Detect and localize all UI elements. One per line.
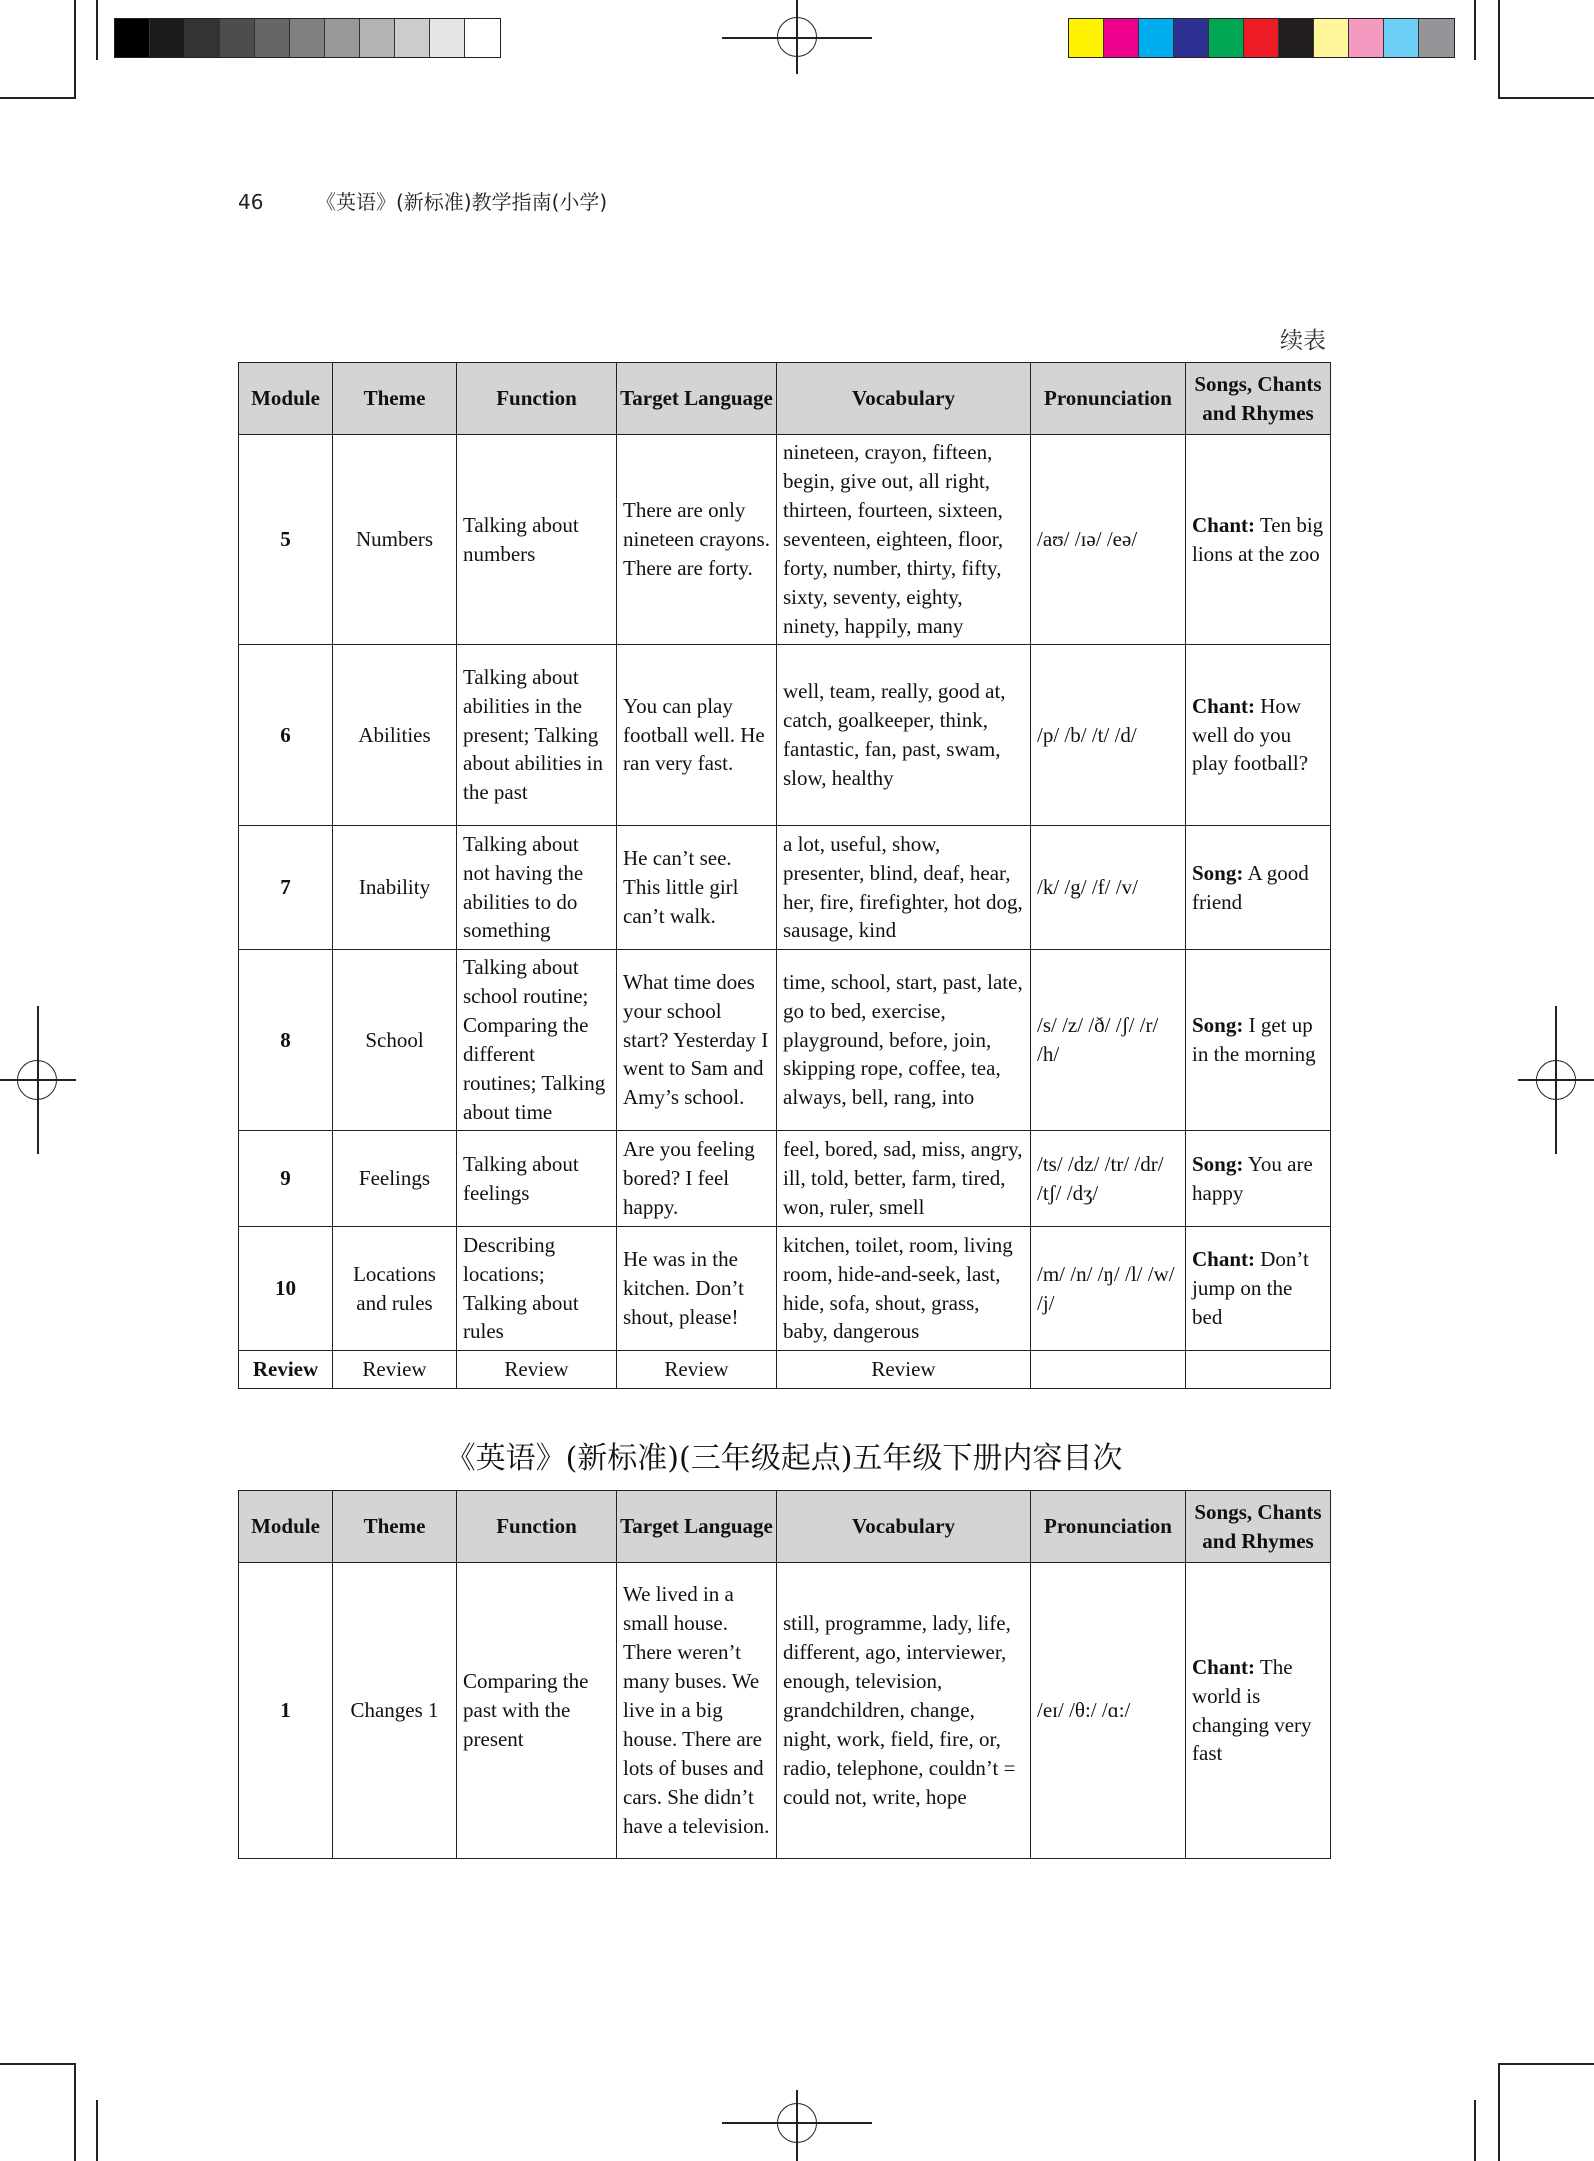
pronunciation-cell: /m/ /n/ /ŋ/ /l/ /w/ /j/ [1031, 1227, 1186, 1351]
song-cell [1186, 1227, 1331, 1351]
song-type: Chant: [1192, 1654, 1256, 1679]
module-number: 8 [239, 950, 333, 1131]
color-swatch [465, 19, 500, 57]
target-language-cell: What time does your school start? Yesterday I went to Sam and Amy’s school. [617, 950, 777, 1131]
theme-cell: Changes 1 [333, 1563, 457, 1859]
column-header: Theme [333, 363, 457, 435]
song-title: I get up in the morning [1192, 1013, 1316, 1066]
song-type: Song: [1192, 860, 1244, 885]
song-type: Chant: [1192, 512, 1256, 537]
column-header: Songs, Chants and Rhymes [1186, 363, 1331, 435]
song-type: Song: [1192, 1013, 1244, 1038]
color-swatch [325, 19, 360, 57]
target-language-cell: Are you feeling bored? I feel happy. [617, 1131, 777, 1227]
color-swatch [1244, 19, 1279, 57]
module-number: 6 [239, 645, 333, 826]
color-swatch [185, 19, 220, 57]
vocabulary-cell: kitchen, toilet, room, living room, hide-and-seek, last, hide, sofa, shout, grass, baby, dangerous [777, 1227, 1031, 1351]
function-cell: Review [457, 1351, 617, 1389]
module-number: Review [239, 1351, 333, 1389]
pronunciation-cell: /ts/ /dz/ /tr/ /dr/ /tʃ/ /dʒ/ [1031, 1131, 1186, 1227]
function-cell: Talking about abilities in the present; Talking about abilities in the past [457, 645, 617, 826]
color-swatch [430, 19, 465, 57]
song-cell [1186, 1563, 1331, 1859]
color-swatch [150, 19, 185, 57]
theme-cell: School [333, 950, 457, 1131]
vocabulary-cell: still, programme, lady, life, different, ago, interviewer, enough, television, grandchildren, change, night, work, field, fire, or, radio, telephone, couldn’t = could not, write, hope [777, 1563, 1031, 1859]
function-cell: Comparing the past with the present [457, 1563, 617, 1859]
theme-cell: Inability [333, 826, 457, 950]
function-cell: Talking about not having the abilities to do something [457, 826, 617, 950]
song-type: Chant: [1192, 693, 1256, 718]
song-cell [1186, 1351, 1331, 1389]
column-header: Pronunciation [1031, 1491, 1186, 1563]
cmyk-color-bar [1068, 18, 1455, 58]
book-title: 《英语》(新标准)教学指南(小学) [316, 190, 608, 214]
song-type: Chant: [1192, 1247, 1256, 1272]
theme-cell: Review [333, 1351, 457, 1389]
contents-table-grade5-book2 [238, 1490, 1331, 1859]
color-swatch [395, 19, 430, 57]
vocabulary-cell: Review [777, 1351, 1031, 1389]
table-header-row [239, 1491, 1331, 1563]
table-row [239, 645, 1331, 826]
column-header: Target Language [617, 363, 777, 435]
vocabulary-cell: time, school, start, past, late, go to bed, exercise, playground, before, join, skipping rope, coffee, tea, always, bell, rang, into [777, 950, 1031, 1131]
color-swatch [1349, 19, 1384, 57]
color-swatch [1069, 19, 1104, 57]
table-row [239, 1131, 1331, 1227]
color-swatch [360, 19, 395, 57]
color-swatch [1419, 19, 1454, 57]
pronunciation-cell: /eɪ/ /θ:/ /ɑ:/ [1031, 1563, 1186, 1859]
target-language-cell: There are only nineteen crayons. There are forty. [617, 435, 777, 645]
song-cell [1186, 1131, 1331, 1227]
song-title: The world is changing very fast [1192, 1654, 1312, 1766]
target-language-cell: He was in the kitchen. Don’t shout, please! [617, 1227, 777, 1351]
column-header: Target Language [617, 1491, 777, 1563]
theme-cell: Abilities [333, 645, 457, 826]
column-header: Theme [333, 1491, 457, 1563]
column-header: Module [239, 363, 333, 435]
contents-table-continued [238, 362, 1331, 1389]
vocabulary-cell: a lot, useful, show, presenter, blind, deaf, hear, her, fire, firefighter, hot dog, sausage, kind [777, 826, 1031, 950]
vocabulary-cell: nineteen, crayon, fifteen, begin, give out, all right, thirteen, fourteen, sixteen, seventeen, eighteen, floor, forty, number, thirty, fifty, sixty, seventy, eighty, ninety, happily, many [777, 435, 1031, 645]
table-row [239, 1563, 1331, 1859]
color-swatch [1384, 19, 1419, 57]
grayscale-color-bar [114, 18, 501, 58]
pronunciation-cell: /k/ /g/ /f/ /v/ [1031, 826, 1186, 950]
color-swatch [220, 19, 255, 57]
module-number: 7 [239, 826, 333, 950]
table-row [239, 826, 1331, 950]
function-cell: Talking about numbers [457, 435, 617, 645]
theme-cell: Locations and rules [333, 1227, 457, 1351]
song-cell [1186, 645, 1331, 826]
color-swatch [1139, 19, 1174, 57]
song-cell [1186, 950, 1331, 1131]
color-swatch [1279, 19, 1314, 57]
song-cell [1186, 435, 1331, 645]
color-swatch [1209, 19, 1244, 57]
running-header [238, 186, 607, 215]
song-title: You are happy [1192, 1151, 1313, 1205]
module-number: 9 [239, 1131, 333, 1227]
table-header-row [239, 363, 1331, 435]
target-language-cell: He can’t see. This little girl can’t walk. [617, 826, 777, 950]
song-title: Don’t jump on the bed [1192, 1247, 1309, 1329]
table-row [239, 950, 1331, 1131]
pronunciation-cell [1031, 1351, 1186, 1389]
color-swatch [1104, 19, 1139, 57]
pronunciation-cell: /p/ /b/ /t/ /d/ [1031, 645, 1186, 826]
table-row [239, 1227, 1331, 1351]
column-header: Songs, Chants and Rhymes [1186, 1491, 1331, 1563]
color-swatch [255, 19, 290, 57]
theme-cell: Feelings [333, 1131, 457, 1227]
function-cell: Describing locations; Talking about rules [457, 1227, 617, 1351]
continued-label: 续表 [1280, 328, 1326, 354]
target-language-cell: We lived in a small house. There weren’t many buses. We live in a big house. There are lots of buses and cars. She didn’t have a television. [617, 1563, 777, 1859]
module-number: 1 [239, 1563, 333, 1859]
target-language-cell: You can play football well. He ran very fast. [617, 645, 777, 826]
color-swatch [290, 19, 325, 57]
table-row [239, 435, 1331, 645]
song-type: Song: [1192, 1151, 1244, 1176]
section-title: 《英语》(新标准)(三年级起点)五年级下册内容目次 [445, 1441, 1123, 1476]
vocabulary-cell: feel, bored, sad, miss, angry, ill, told, better, farm, tired, won, ruler, smell [777, 1131, 1031, 1227]
column-header: Function [457, 363, 617, 435]
column-header: Function [457, 1491, 617, 1563]
color-swatch [115, 19, 150, 57]
color-swatch [1174, 19, 1209, 57]
pronunciation-cell: /aʊ/ /ɪə/ /eə/ [1031, 435, 1186, 645]
song-title: Ten big lions at the zoo [1192, 512, 1324, 566]
vocabulary-cell: well, team, really, good at, catch, goalkeeper, think, fantastic, fan, past, swam, slow, healthy [777, 645, 1031, 826]
page-number: 46 [238, 190, 264, 214]
column-header: Module [239, 1491, 333, 1563]
column-header: Vocabulary [777, 1491, 1031, 1563]
column-header: Vocabulary [777, 363, 1031, 435]
pronunciation-cell: /s/ /z/ /ð/ /ʃ/ /r/ /h/ [1031, 950, 1186, 1131]
song-title: A good friend [1192, 860, 1309, 914]
module-number: 10 [239, 1227, 333, 1351]
song-cell [1186, 826, 1331, 950]
theme-cell: Numbers [333, 435, 457, 645]
column-header: Pronunciation [1031, 363, 1186, 435]
module-number: 5 [239, 435, 333, 645]
target-language-cell: Review [617, 1351, 777, 1389]
review-row [239, 1351, 1331, 1389]
song-title: How well do you play football? [1192, 693, 1309, 776]
function-cell: Talking about school routine; Comparing the different routines; Talking about time [457, 950, 617, 1131]
function-cell: Talking about feelings [457, 1131, 617, 1227]
color-swatch [1314, 19, 1349, 57]
